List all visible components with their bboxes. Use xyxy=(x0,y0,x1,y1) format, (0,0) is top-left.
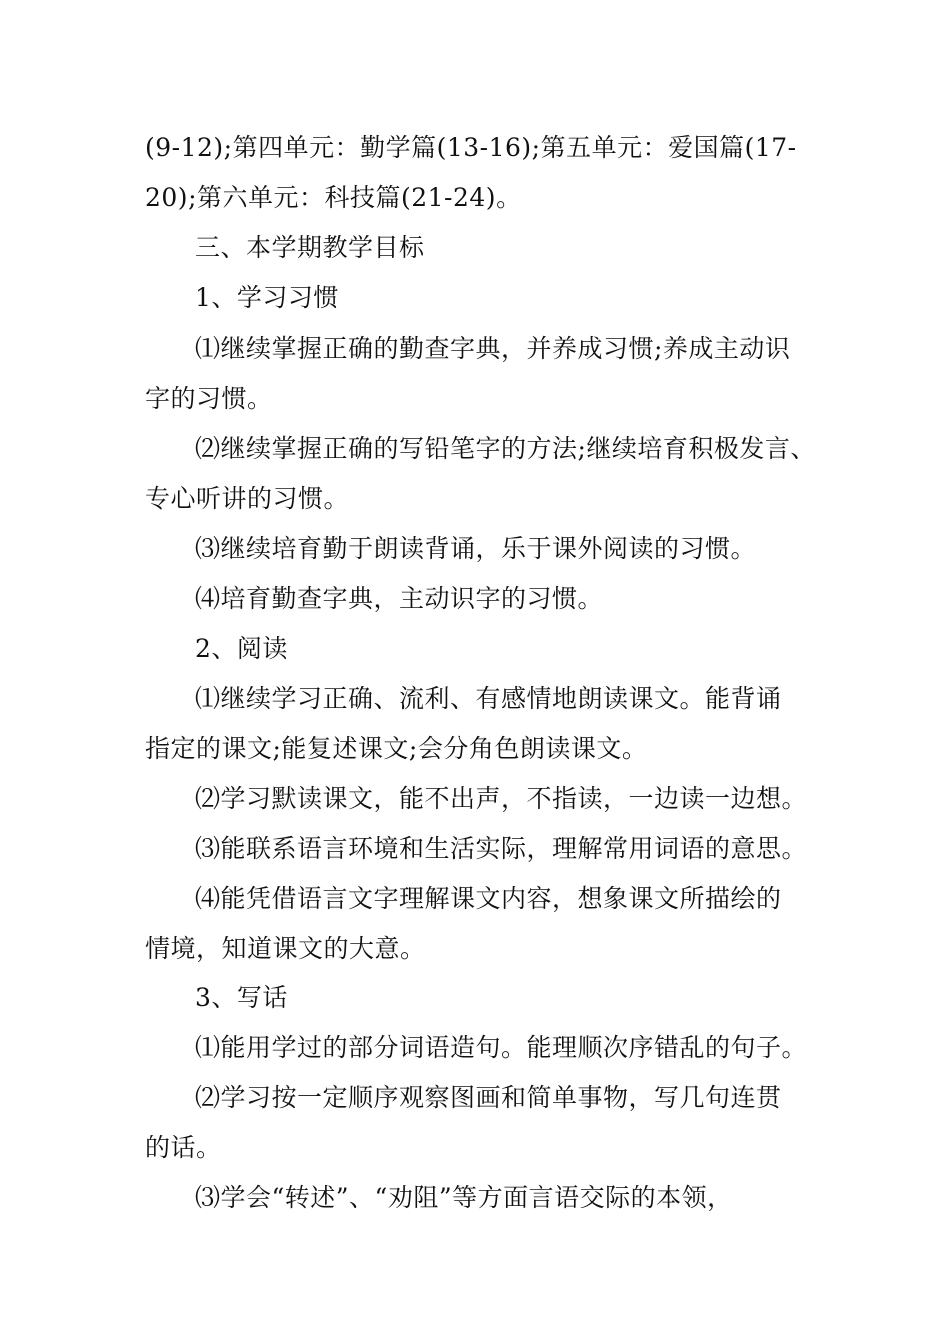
list-item-habits-2: ⑵继续掌握正确的写铅笔字的方法;继续培育积极发言、 xyxy=(195,434,816,463)
list-item-reading-1: ⑴继续学习正确、流利、有感情地朗读课文。能背诵 xyxy=(195,684,782,713)
subsection-heading-reading: 2、阅读 xyxy=(195,634,288,663)
list-item-habits-2-cont: 专心听讲的习惯。 xyxy=(145,484,350,513)
list-item-writing-2: ⑵学习按一定顺序观察图画和简单事物，写几句连贯 xyxy=(195,1083,782,1112)
list-item-habits-3: ⑶继续培育勤于朗读背诵，乐于课外阅读的习惯。 xyxy=(195,534,757,563)
list-item-reading-1-cont: 指定的课文;能复述课文;会分角色朗读课文。 xyxy=(145,734,648,763)
text-line-1: (9-12);第四单元：勤学篇(13-16);第五单元：爱国篇(17- xyxy=(145,133,797,162)
list-item-habits-1-cont: 字的习惯。 xyxy=(145,384,273,413)
list-item-writing-1: ⑴能用学过的部分词语造句。能理顺次序错乱的句子。 xyxy=(195,1033,808,1062)
list-item-reading-3: ⑶能联系语言环境和生活实际，理解常用词语的意思。 xyxy=(195,834,808,863)
list-item-habits-4: ⑷培育勤查字典，主动识字的习惯。 xyxy=(195,584,604,613)
section-heading: 三、本学期教学目标 xyxy=(195,233,425,262)
subsection-heading-habits: 1、学习习惯 xyxy=(195,283,339,312)
list-item-reading-4: ⑷能凭借语言文字理解课文内容，想象课文所描绘的 xyxy=(195,884,782,913)
list-item-writing-3: ⑶学会“转述”、“劝阻”等方面言语交际的本领， xyxy=(195,1183,733,1212)
text-line-2: 20);第六单元：科技篇(21-24)。 xyxy=(145,183,522,212)
list-item-habits-1: ⑴继续掌握正确的勤查字典，并养成习惯;养成主动识 xyxy=(195,334,791,363)
subsection-heading-writing: 3、写话 xyxy=(195,983,288,1012)
list-item-writing-2-cont: 的话。 xyxy=(145,1133,222,1162)
list-item-reading-2: ⑵学习默读课文，能不出声，不指读，一边读一边想。 xyxy=(195,784,808,813)
list-item-reading-4-cont: 情境，知道课文的大意。 xyxy=(145,934,426,963)
